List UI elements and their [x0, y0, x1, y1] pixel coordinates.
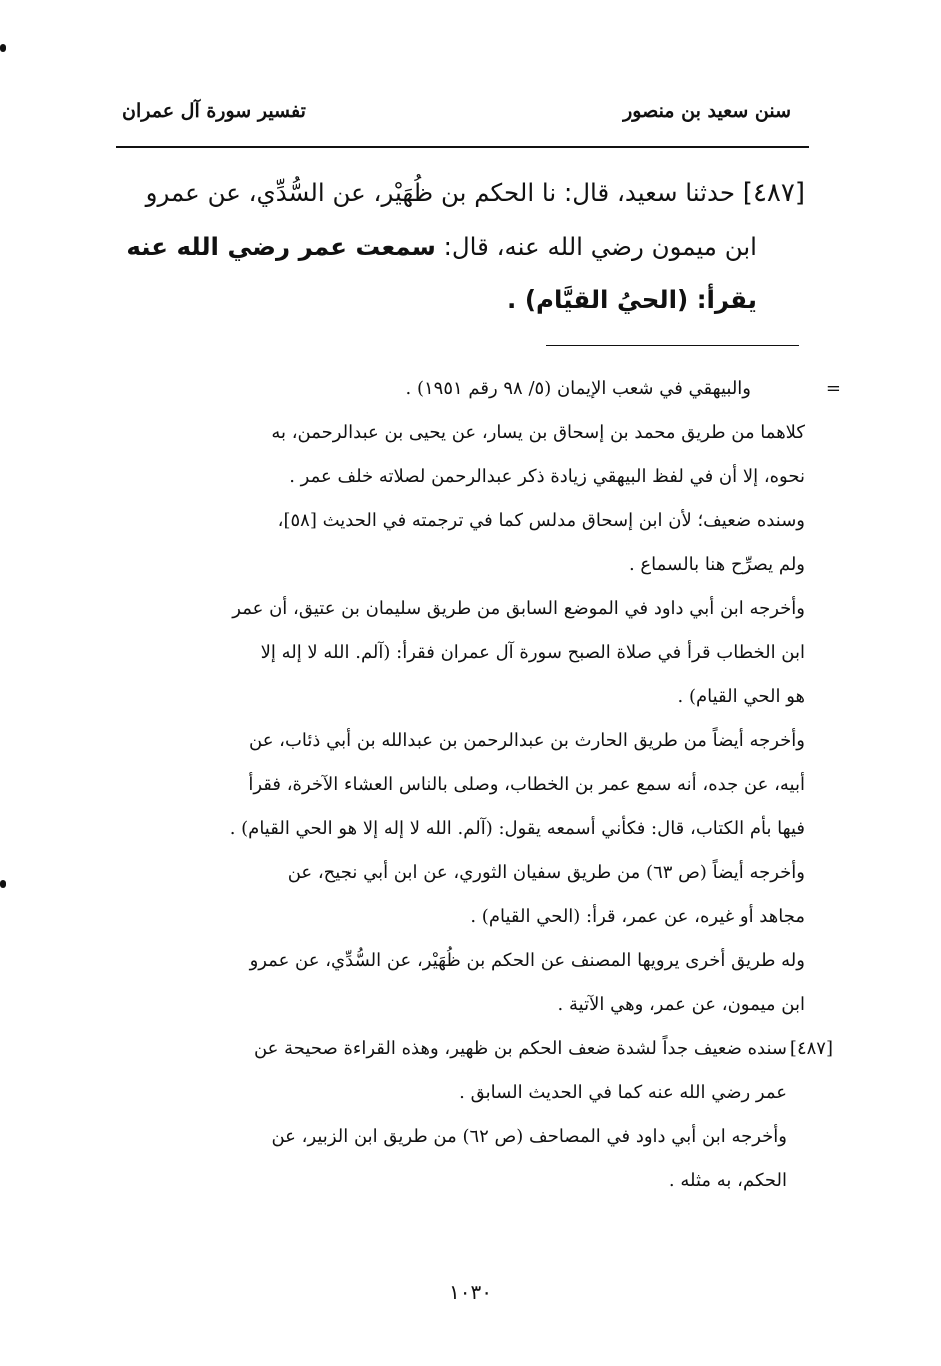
hadith-number: [٤٨٧] [742, 178, 805, 208]
hadith-line [108, 166, 805, 220]
note-line: أبيه، عن جده، أنه سمع عمر بن الخطاب، وصلى بالناس العشاء الآخرة، فقرأ [248, 774, 805, 795]
note-line: فيها بأم الكتاب، قال: فكأني أسمعه يقول: (آلم. الله لا إله إلا هو الحي القيام) . [229, 818, 805, 839]
running-header-book-title: سنن سعيد بن منصور [623, 100, 791, 122]
hadith-isnad-cont: ابن ميمون رضي الله عنه، قال: [435, 232, 757, 261]
footnote-line: الحكم، به مثله . [668, 1170, 787, 1191]
note-line: = والبيهقي في شعب الإيمان (٥/ ٩٨ رقم ١٩٥١) . [110, 367, 805, 411]
note-line: وأخرجه أيضاً (ص ٦٣) من طريق سفيان الثوري، عن ابن أبي نجيح، عن [287, 862, 805, 883]
note-line: كلاهما من طريق محمد بن إسحاق بن يسار، عن يحيى بن عبدالرحمن، به [271, 422, 805, 443]
note-line: نحوه، إلا أن في لفظ البيهقي زيادة ذكر عبدالرحمن لصلاته خلف عمر . [289, 466, 805, 487]
scan-mark-dot [0, 44, 6, 52]
note-line: هو الحي القيام) . [677, 686, 805, 707]
running-header-section-title: تفسير سورة آل عمران [122, 100, 306, 122]
note-line: وسنده ضعيف؛ لأن ابن إسحاق مدلس كما في ترجمته في الحديث [٥٨]، [277, 510, 805, 531]
note-line: ابن الخطاب قرأ في صلاة الصبح سورة آل عمران فقرأ: (آلم. الله لا إله إلا [260, 642, 805, 663]
continuation-mark: = [825, 378, 841, 399]
footnote-line: [٤٨٧] سنده ضعيف جداً لشدة ضعف الحكم بن ظهير، وهذه القراءة صحيحة عن [110, 1027, 805, 1071]
footnote-number: [٤٨٧] [789, 1038, 833, 1059]
scan-mark-dot [0, 880, 6, 888]
footnote-line: وأخرجه ابن أبي داود في المصاحف (ص ٦٢) من طريق ابن الزبير، عن [271, 1126, 787, 1147]
hadith-text [108, 166, 805, 326]
hadith-matn: سمعت عمر رضي الله عنه [126, 232, 436, 261]
hadith-matn-line: يقرأ: (الحيُ القيَّام) . [507, 285, 757, 314]
note-line: وأخرجه أيضاً من طريق الحارث بن عبدالرحمن بن عبدالله بن أبي ذئاب، عن [249, 730, 805, 751]
hadith-line [108, 220, 805, 273]
hadith-isnad: حدثنا سعيد، قال: نا الحكم بن ظُهَيْر، عن السُّدِّي، عن عمرو [145, 178, 735, 207]
note-line: وأخرجه ابن أبي داود في الموضع السابق من طريق سليمان بن عتيق، أن عمر [232, 598, 805, 619]
note-line: ولم يصرِّح هنا بالسماع . [628, 554, 805, 575]
header-rule [116, 146, 809, 148]
footnotes [110, 367, 841, 1203]
footnote-line: عمر رضي الله عنه كما في الحديث السابق . [459, 1082, 787, 1103]
note-line: ابن ميمون، عن عمر، وهي الآتية . [557, 994, 805, 1015]
note-line: وله طريق أخرى يرويها المصنف عن الحكم بن ظُهَيْر، عن السُّدِّي، عن عمرو [249, 950, 805, 971]
page-number: ١٠٣٠ [449, 1280, 492, 1304]
footnote-separator [546, 345, 799, 346]
note-line: مجاهد أو غيره، عن عمر، قرأ: (الحي القيام) . [470, 906, 805, 927]
